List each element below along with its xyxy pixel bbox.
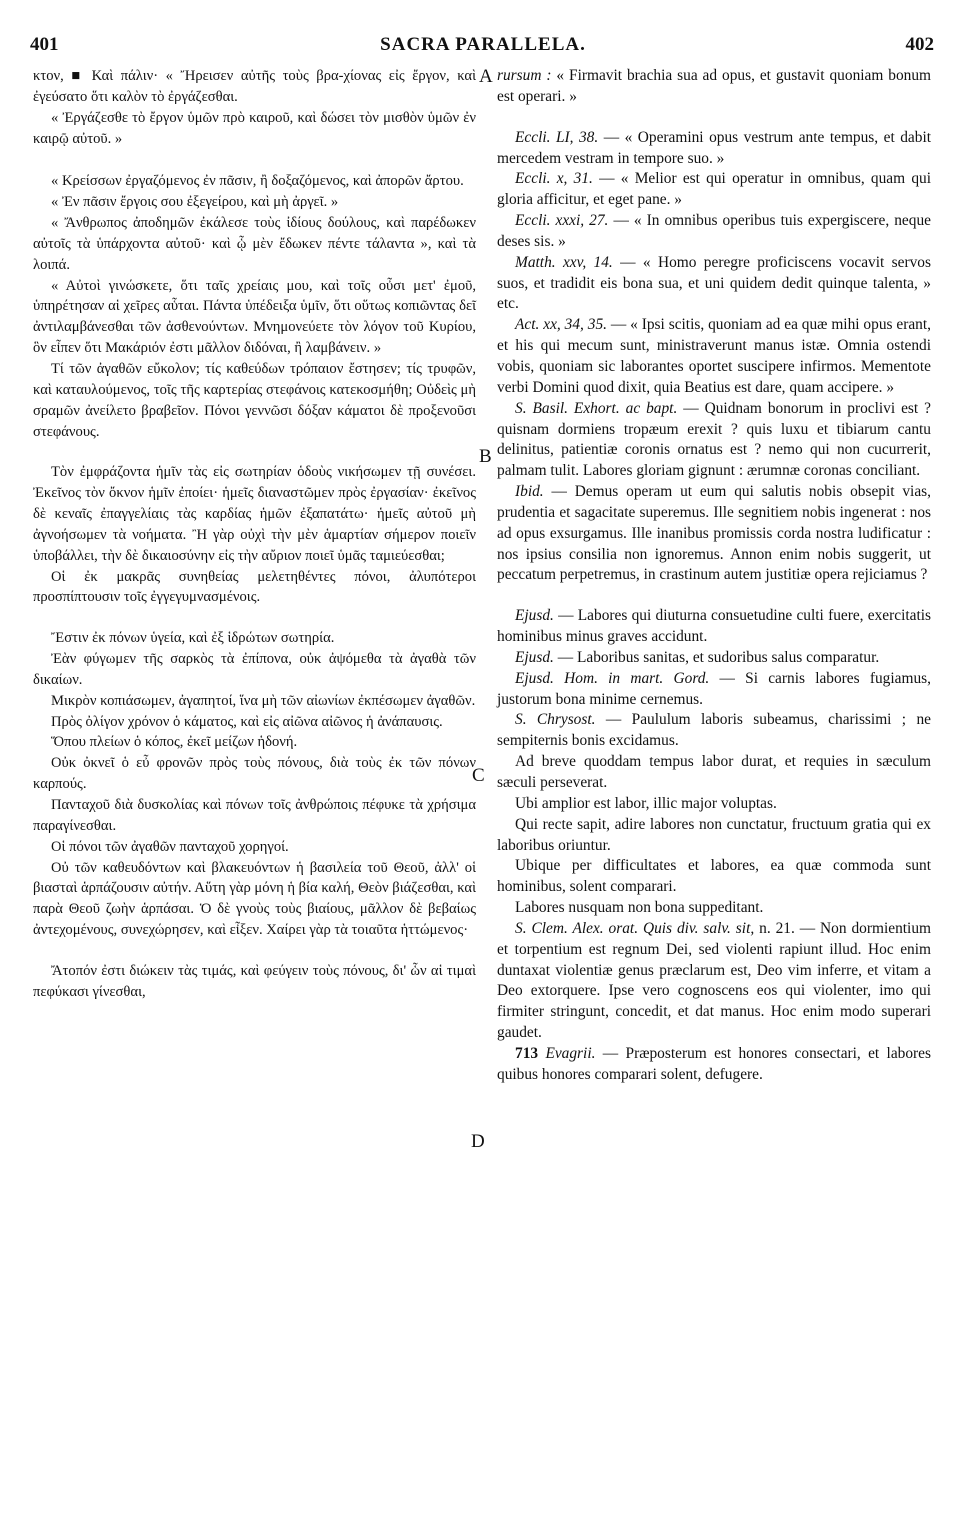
greek-paragraph: « Ἐν πᾶσιν ἔργοις σου ἐξεγείρου, καὶ μὴ ἀργεῖ. » xyxy=(51,194,339,211)
margin-marker-c: C xyxy=(472,765,485,786)
greek-paragraph: « Κρείσσων ἐργαζόμενος ἐν πᾶσιν, ἢ δοξαζόμενος, καὶ ἀπορῶν ἄρτου. xyxy=(51,173,464,190)
latin-paragraph xyxy=(497,482,931,586)
greek-paragraph: Οἱ ἐκ μακρᾶς συνηθείας μελετηθέντες πόνοι, ἀλυπότεροι προσπίπτουσιν τοῖς ἐγγεγυμνασμένοις. xyxy=(33,568,476,606)
greek-paragraph: Τί τῶν ἀγαθῶν εὔκολον; τίς καθεύδων τρόπαιον ἔστησεν; τίς τρυφῶν, καὶ καταυλούμενος, τοῖς τῆς καρτερίας στεφάνοις κατεκοσμήθη; Οὐδεὶς μὴ σραμῶν ἀνείλετο βραβεῖον. Πόνοι γεννῶσι δόξαν κάματοι δὲ προξενοῦσι στεφάνους. xyxy=(33,360,476,440)
greek-paragraph: Ἄτοπόν ἐστι διώκειν τὰς τιμάς, καὶ φεύγειν τοὺς πόνους, δι' ὧν αἱ τιμαὶ πεφύκασι γίνεσθαι, xyxy=(33,962,476,1000)
section-number: 713 xyxy=(515,1044,539,1062)
latin-text: — Laboribus sanitas, et sudoribus salus comparatur. xyxy=(553,648,880,666)
latin-text: — Labores qui diuturna consuetudine culti fuere, exercitatis hominibus minus graves accidunt. xyxy=(497,607,931,646)
latin-text: Ubi amplior est labor, illic major voluptas. xyxy=(515,794,777,812)
latin-text: — Paululum laboris subeamus, charissimi ; ne sempiternis bonis excidamus. xyxy=(497,711,931,750)
greek-paragraph: Ὅπου πλείων ὁ κόπος, ἐκεῖ μείζων ἡδονή. xyxy=(51,734,298,751)
latin-paragraph xyxy=(497,606,931,648)
latin-paragraph xyxy=(497,399,931,482)
greek-paragraph: « Ἐργάζεσθε τὸ ἔργον ὑμῶν πρὸ καιροῦ, καὶ δώσει τὸν μισθὸν ὑμῶν ἐν καιρῷ αὐτοῦ. » xyxy=(33,109,476,147)
margin-marker-b: B xyxy=(479,446,492,467)
latin-text: Qui recte sapit, adire labores non cunctatur, fructuum gratia qui ex laboribus oriuntur. xyxy=(497,815,931,854)
latin-paragraph xyxy=(497,315,931,398)
latin-paragraph xyxy=(497,253,931,316)
citation: S. Basil. Exhort. ac bapt. xyxy=(515,399,678,417)
latin-text: — « Operamini opus vestrum ante tempus, et dabit mercedem vestram in tempore suo. » xyxy=(497,128,931,167)
latin-paragraph xyxy=(497,669,931,711)
latin-text: — Si carnis labores fugiamus, justorum bona minime cernemus. xyxy=(497,669,931,708)
latin-text: Ubique per difficultates et labores, ea quæ commoda sunt hominibus, solent comparari. xyxy=(497,857,931,896)
citation: Ejusd. Hom. in mart. Gord. xyxy=(515,669,710,687)
margin-marker-d: D xyxy=(471,1131,485,1152)
greek-paragraph: Οὐκ ὀκνεῖ ὁ εὖ φρονῶν πρὸς τοὺς πόνους, διὰ τοὺς ἐκ τῶν πόνων καρπούς. xyxy=(33,755,476,793)
left-page-number: 401 xyxy=(30,34,59,55)
greek-paragraph: « Αὐτοὶ γινώσκετε, ὅτι ταῖς χρείαις μου, καὶ τοῖς οὖσι μετ' ἐμοῦ, ὑπηρέτησαν αἱ χεῖρες αὗται. Πάντα ὑπέδειξα ὑμῖν, ὅτι οὕτως κοπιῶντας δεῖ ἀντιλαμβάνεσθαι τῶν ἀσθενούντων. Μνημονεύετε τὸν λόγον τοῦ Κυρίου, ὃν εἶπεν ὅτι Μακάριόν ἐστι μᾶλλον διδόναι, ἢ λαμβάνειν. » xyxy=(33,277,476,357)
greek-paragraph: Πανταχοῦ διὰ δυσκολίας καὶ πόνων τοῖς ἀνθρώποις πέφυκε τὰ χρήσιμα παραγίνεσθαι. xyxy=(33,797,476,834)
citation: Eccli. LI, 38. xyxy=(515,128,599,146)
citation: S. Clem. Alex. orat. Quis div. salv. sit, xyxy=(515,919,755,937)
latin-text: — Præposterum est honores consectari, et labores quibus honores comparari solent, defugere. xyxy=(497,1044,931,1083)
latin-text: — Demus operam ut eum qui salutis nobis obsepit vias, prudentia et sagacitate superemus. Ille segnitiem nobis ingenerat : nos ad opus exsurgamus. Ille inanibus promissis corda nostra ludificatur : nos ipsius consilia non ignoremus. Annon enim nobis suggerit, ut peccatum perpetremus, in crastinum autem justitiæ opera rejiciamus ? xyxy=(497,483,931,584)
citation: Ibid. xyxy=(515,483,544,501)
citation: Eccli. x, 31. xyxy=(515,170,593,188)
latin-paragraph xyxy=(497,128,931,170)
latin-paragraph xyxy=(497,1044,931,1086)
latin-paragraph xyxy=(497,856,931,898)
citation: S. Chrysost. xyxy=(515,711,596,729)
latin-text: — « Ipsi scitis, quoniam ad ea quæ mihi opus erant, et his qui mecum sunt, ministraverunt manus istæ. Omnia ostendi vobis, quoniam sic laborantes oportet suscipere infirmos. Mementote verbi Domini quod dixit, quia Beatius est dare, quam accipere. » xyxy=(497,316,931,396)
greek-paragraph: Τὸν ἐμφράζοντα ἡμῖν τὰς εἰς σωτηρίαν ὁδοὺς νικήσωμεν τῇ συνέσει. Ἐκεῖνος τὸν ὄκνον ἡμῖν ἐποίει· ἡμεῖς διαναστῶμεν πρὸς ἐργασίαν· ἐκεῖνος δὲ κεναῖς ἐπαγγελίαις τὰς καρδίας ἡμῶν ἐξαπατάτω· ἡμεῖς αὐτοῦ μὴ ἀγνοήσωμεν τὰ νοήματα. Ἢ γὰρ οὐχὶ τὴν μὲν ἁμαρτίαν σήμερον ποιεῖν ὑποβάλλει, τὴν δὲ δικαιοσύνην εἰς τὴν αὔριον ποιεῖ ὑμᾶς ταμιεύεσθαι; xyxy=(33,464,476,564)
citation: Matth. xxv, 14. xyxy=(515,253,613,271)
greek-paragraph: Ἐὰν φύγωμεν τῆς σαρκὸς τὰ ἐπίπονα, οὐκ ἀψόμεθα τὰ ἀγαθὰ τῶν δικαίων. xyxy=(33,651,476,688)
citation: Evagrii. xyxy=(545,1044,596,1062)
latin-text: — Quidnam bonorum in proclivi est ? quisnam dormiens tropæum erexit ? quis luxu et tibiarum cantu delinitus, patientiæ coronis ornatus est ? nemo qui non cucurrerit, palmam tulit. Labores gloriam gignunt : ærumnæ coronas conciliant. xyxy=(497,399,931,480)
citation: Act. xx, 34, 35. xyxy=(515,316,607,334)
latin-text: « Firmavit brachia sua ad opus, et gustavit quoniam bonum est operari. » xyxy=(497,67,931,105)
latin-text: n. 21. — Non dormientium et torpentium est regnum Dei, sed violenti rapiunt illud. Hoc enim duntaxat violentiæ genus præclarum est, Deo vim inferre, et vitam a Deo extorquere. Ipse vero cognoscens eos qui violenter, imo qui firmiter stringunt, concedit, et dat manus. Hoc enim modo superari gaudet. xyxy=(497,919,931,1042)
greek-paragraph: Πρὸς ὀλίγον χρόνον ὁ κάματος, καὶ εἰς αἰῶνα αἰῶνος ἡ ἀνάπαυσις. xyxy=(51,713,443,730)
latin-column xyxy=(497,66,931,1086)
greek-paragraph: Οὐ τῶν καθευδόντων καὶ βλακευόντων ἡ βασιλεία τοῦ Θεοῦ, ἀλλ' οἱ βιασταὶ ἁρπάζουσιν αὐτήν. Αὕτη γὰρ μόνη ἡ βία καλή, Θεὸν βιάζεσθαι, καὶ παρὰ Θεοῦ ζωὴν ἁρπάσαι. Ὁ δὲ γνοὺς τοὺς βιαίους, μᾶλλον δὲ βεβαίως ἀντεχομένους, συνεχώρησεν, καὶ εἶξεν. Χαίρει γὰρ τὰ τοιαῦτα ἡττώμενος· xyxy=(33,859,476,939)
latin-text: — « Melior est qui operatur in omnibus, quam qui gloria afficitur, et eget pane. » xyxy=(497,170,932,209)
latin-paragraph xyxy=(497,794,931,815)
citation: Eccli. xxxi, 27. xyxy=(515,212,609,230)
latin-paragraph xyxy=(497,710,931,752)
latin-paragraph xyxy=(497,752,931,794)
running-title: SACRA PARALLELA. xyxy=(380,34,586,55)
latin-paragraph xyxy=(497,648,931,669)
greek-paragraph: Μικρὸν κοπιάσωμεν, ἀγαπητοί, ἵνα μὴ τῶν αἰωνίων ἐκπέσωμεν ἀγαθῶν. xyxy=(51,692,476,709)
greek-paragraph: Ἔστιν ἐκ πόνων ὑγεία, καὶ ἐξ ἱδρώτων σωτηρία. xyxy=(51,630,335,647)
greek-column xyxy=(33,66,476,1003)
latin-paragraph xyxy=(497,169,931,211)
latin-paragraph xyxy=(497,898,931,919)
latin-paragraph xyxy=(497,66,931,108)
latin-paragraph xyxy=(497,211,931,253)
right-page-number: 402 xyxy=(905,34,934,55)
latin-text: — « In omnibus operibus tuis expergiscere, neque deses sis. » xyxy=(497,212,931,250)
citation: rursum : xyxy=(497,67,552,84)
margin-marker-a: A xyxy=(479,66,493,87)
latin-paragraph xyxy=(497,919,931,1044)
greek-paragraph: κτον, ■ Καὶ πάλιν· « Ἤρεισεν αὐτῆς τοὺς βρα-χίονας εἰς ἔργον, καὶ ἐγεύσατο ὅτι καλὸν τὸ ἐργάζεσθαι. xyxy=(33,68,476,105)
greek-paragraph: « Ἄνθρωπος ἀποδημῶν ἐκάλεσε τοὺς ἰδίους δούλους, καὶ παρέδωκεν αὐτοῖς τὰ ὑπάρχοντα αὐτοῦ· καὶ ᾧ μὲν ἔδωκεν πέντε τάλαντα », καὶ τὰ λοιπά. xyxy=(33,215,476,273)
greek-paragraph: Οἱ πόνοι τῶν ἀγαθῶν πανταχοῦ χορηγοί. xyxy=(51,838,289,855)
latin-paragraph xyxy=(497,815,931,857)
latin-text: Labores nusquam non bona suppeditant. xyxy=(515,899,764,917)
latin-text: Ad breve quoddam tempus labor durat, et requies in sæculum sæculi perseverat. xyxy=(497,753,931,791)
citation: Ejusd. xyxy=(515,607,554,625)
citation: Ejusd. xyxy=(515,648,554,666)
latin-text: — « Homo peregre proficiscens vocavit servos suos, et tradidit eis bona sua, et uni quidem dedit quinque talenta, » etc. xyxy=(497,253,931,313)
